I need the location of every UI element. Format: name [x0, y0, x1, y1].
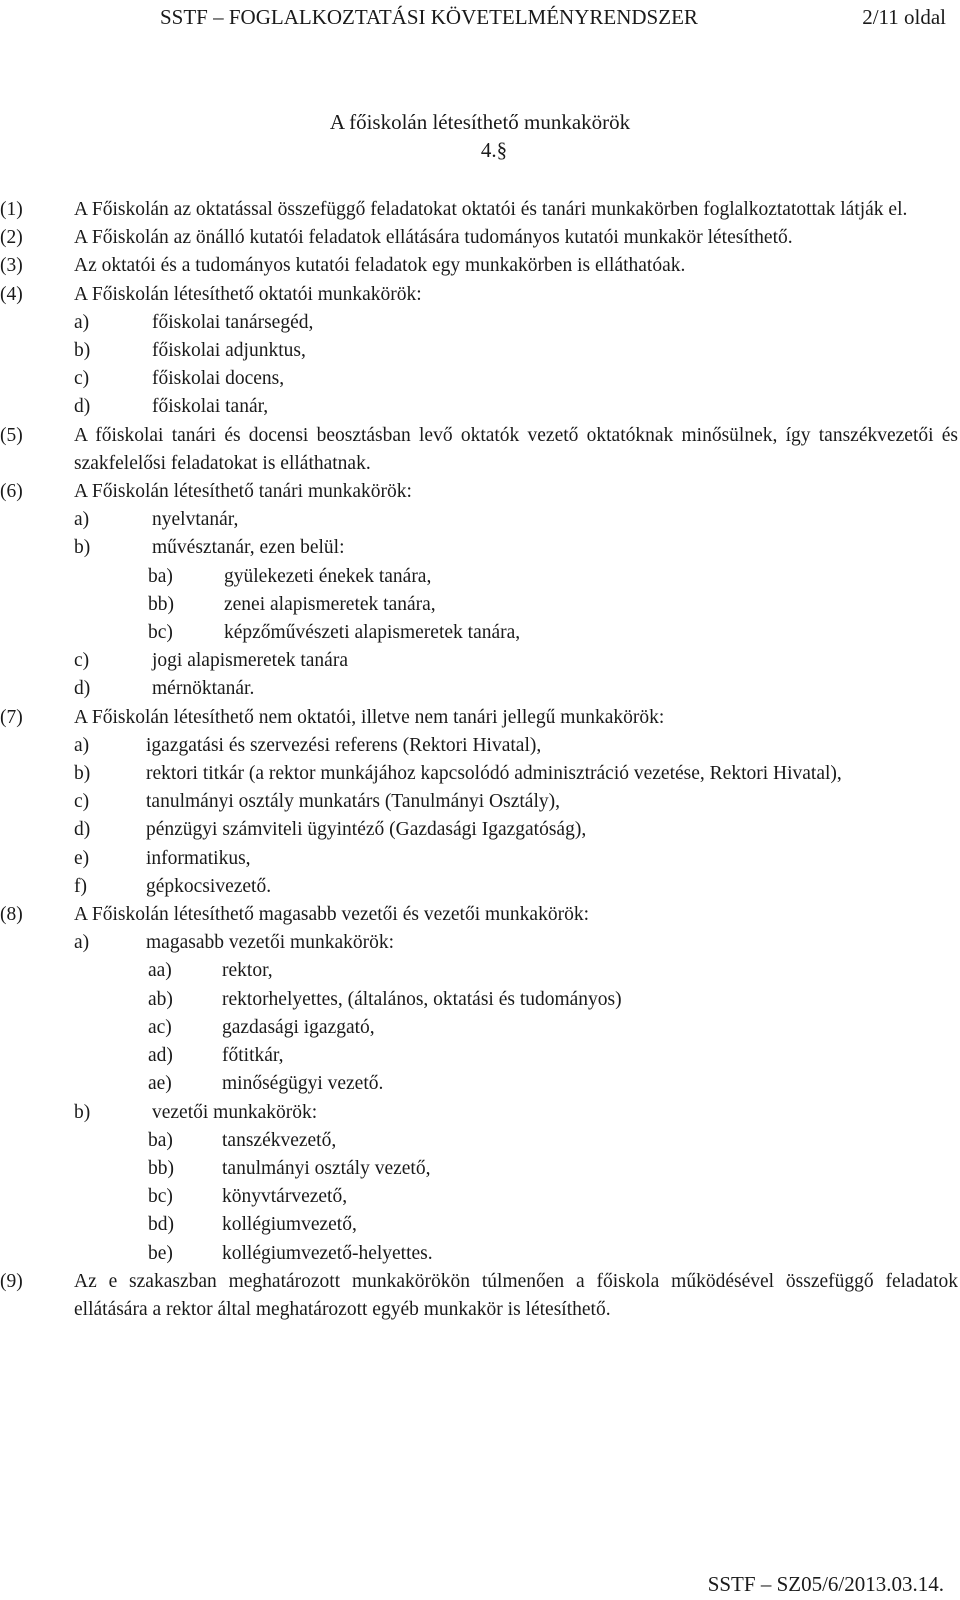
sub-list-item	[0, 563, 958, 591]
list-item	[0, 393, 958, 421]
list-item	[0, 647, 958, 675]
item-text: tanulmányi osztály munkatárs (Tanulmányi Osztály),	[146, 791, 560, 813]
item-label: bc)	[148, 1186, 173, 1208]
item-label: b)	[74, 537, 91, 559]
item-text: főiskolai adjunktus,	[152, 340, 306, 362]
paragraph-3	[0, 252, 958, 280]
sub-list-item	[0, 1183, 958, 1211]
sub-list-item	[0, 1155, 958, 1183]
item-text: gépkocsivezető.	[146, 875, 272, 897]
item-text: gyülekezeti énekek tanára,	[224, 565, 432, 587]
sub-list-item	[0, 619, 958, 647]
item-label: ab)	[148, 988, 173, 1010]
sub-list-item	[0, 1240, 958, 1268]
item-text: mérnöktanár.	[152, 678, 255, 700]
sub-list-item	[0, 986, 958, 1014]
paragraph-6	[0, 478, 958, 506]
paragraph-text: A Főiskolán létesíthető magasabb vezetői és vezetői munkakörök:	[74, 904, 589, 926]
paragraph-2	[0, 224, 958, 252]
item-text: főtitkár,	[222, 1045, 284, 1067]
section-title: A főiskolán létesíthető munkakörök	[329, 110, 631, 134]
list-item	[0, 732, 958, 760]
sub-list-item	[0, 957, 958, 985]
item-label: b)	[74, 1101, 91, 1123]
paragraph-number: (5)	[0, 424, 23, 446]
paragraph-number: (9)	[0, 1270, 23, 1292]
paragraph-5	[0, 422, 958, 478]
item-label: be)	[148, 1242, 173, 1264]
item-label: ac)	[148, 1016, 172, 1038]
sub-list-item	[0, 1211, 958, 1239]
item-label: a)	[74, 932, 90, 954]
list-item	[0, 873, 958, 901]
page-header	[160, 4, 946, 30]
paragraph-text: A főiskolai tanári és docensi beosztásban levő oktatók vezető oktatóknak minősülnek, így tanszékvezetői és szakfelelősi feladatokat is elláthatnak.	[74, 424, 958, 474]
item-text: tanszékvezető,	[222, 1129, 337, 1151]
item-label: b)	[74, 763, 91, 785]
item-label: aa)	[148, 960, 172, 982]
sub-list-item	[0, 1127, 958, 1155]
sub-list-item	[0, 1070, 958, 1098]
item-text: kollégiumvezető,	[222, 1214, 357, 1236]
paragraph-text: Az e szakaszban meghatározott munkakörökön túlmenően a főiskola működésével összefüggő feladatok ellátására a rektor által meghatározott egyéb munkakör is létesíthető.	[74, 1270, 958, 1320]
paragraph-9	[0, 1268, 958, 1324]
list-item	[0, 506, 958, 534]
item-text: rektorhelyettes, (általános, oktatási és tudományos)	[222, 988, 622, 1010]
item-label: bb)	[148, 1157, 174, 1179]
item-text: könyvtárvezető,	[222, 1186, 348, 1208]
item-label: a)	[74, 311, 90, 333]
item-label: c)	[74, 791, 90, 813]
item-label: ae)	[148, 1073, 172, 1095]
list-item	[0, 365, 958, 393]
paragraph-text: A Főiskolán az oktatással összefüggő feladatokat oktatói és tanári munkakörben foglalkoztatottak látják el.	[74, 199, 908, 220]
paragraph-text: Az oktatói és a tudományos kutatói feladatok egy munkakörben is elláthatóak.	[74, 255, 686, 277]
item-label: bc)	[148, 622, 173, 644]
item-text: kollégiumvezető-helyettes.	[222, 1242, 433, 1264]
paragraph-number: (8)	[0, 904, 23, 926]
document-code: SSTF – SZ05/6/2013.03.14.	[707, 1572, 944, 1596]
list-item	[0, 816, 958, 844]
list-item	[0, 337, 958, 365]
item-label: ba)	[148, 565, 173, 587]
item-label: ad)	[148, 1045, 173, 1067]
item-label: d)	[74, 678, 91, 700]
paragraph-1	[0, 196, 958, 224]
list-item	[0, 929, 958, 957]
item-text: magasabb vezetői munkakörök:	[146, 932, 395, 954]
item-label: a)	[74, 734, 90, 756]
item-text: főiskolai docens,	[152, 368, 285, 390]
document-title: SSTF – FOGLALKOZTATÁSI KÖVETELMÉNYRENDSZER	[160, 5, 698, 29]
sub-list-item	[0, 1014, 958, 1042]
item-text: informatikus,	[146, 847, 251, 869]
item-label: f)	[74, 875, 87, 897]
document-body	[0, 196, 958, 1324]
paragraph-4	[0, 281, 958, 309]
item-label: bb)	[148, 593, 174, 615]
list-item	[0, 675, 958, 703]
list-item	[0, 760, 958, 788]
item-text: képzőművészeti alapismeretek tanára,	[224, 622, 521, 644]
item-text: rektor,	[222, 960, 273, 982]
item-label: c)	[74, 650, 90, 672]
list-item	[0, 534, 958, 562]
item-label: ba)	[148, 1129, 173, 1151]
item-text: igazgatási és szervezési referens (Rektori Hivatal),	[146, 734, 542, 756]
paragraph-text: A Főiskolán létesíthető nem oktatói, illetve nem tanári jellegű munkakörök:	[74, 706, 665, 728]
item-label: c)	[74, 368, 90, 390]
item-text: gazdasági igazgató,	[222, 1016, 375, 1038]
paragraph-number: (1)	[0, 199, 23, 220]
sub-list-item	[0, 591, 958, 619]
item-text: vezetői munkakörök:	[152, 1101, 318, 1123]
list-item	[0, 845, 958, 873]
paragraph-number: (6)	[0, 481, 23, 503]
list-item	[0, 1099, 958, 1127]
paragraph-text: A Főiskolán létesíthető tanári munkakörök:	[74, 481, 412, 503]
item-text: jogi alapismeretek tanára	[152, 650, 348, 672]
item-label: b)	[74, 340, 91, 362]
item-label: d)	[74, 396, 91, 418]
paragraph-number: (7)	[0, 706, 23, 728]
item-text: minőségügyi vezető.	[222, 1073, 384, 1095]
paragraph-text: A Főiskolán az önálló kutatói feladatok ellátására tudományos kutatói munkakör létesíthető.	[74, 227, 793, 249]
list-item	[0, 309, 958, 337]
item-text: nyelvtanár,	[152, 509, 239, 531]
paragraph-8	[0, 901, 958, 929]
item-text: főiskolai tanársegéd,	[152, 311, 314, 333]
item-label: bd)	[148, 1214, 174, 1236]
item-label: d)	[74, 819, 91, 841]
paragraph-number: (4)	[0, 283, 23, 305]
sub-list-item	[0, 1042, 958, 1070]
section-heading	[0, 108, 960, 164]
page-number: 2/11 oldal	[862, 5, 946, 29]
item-text: művésztanár, ezen belül:	[152, 537, 345, 559]
item-label: e)	[74, 847, 90, 869]
list-item	[0, 788, 958, 816]
item-text: rektori titkár (a rektor munkájához kapcsolódó adminisztráció vezetése, Rektori Hivatal),	[146, 763, 842, 785]
paragraph-number: (3)	[0, 255, 23, 277]
item-text: tanulmányi osztály vezető,	[222, 1157, 431, 1179]
item-text: pénzügyi számviteli ügyintéző (Gazdasági Igazgatóság),	[146, 819, 587, 841]
paragraph-number: (2)	[0, 227, 23, 249]
item-text: főiskolai tanár,	[152, 396, 269, 418]
item-text: zenei alapismeretek tanára,	[224, 593, 436, 615]
paragraph-7	[0, 704, 958, 732]
item-label: a)	[74, 509, 90, 531]
section-number: 4.§	[480, 138, 508, 162]
paragraph-text: A Főiskolán létesíthető oktatói munkakörök:	[74, 283, 422, 305]
